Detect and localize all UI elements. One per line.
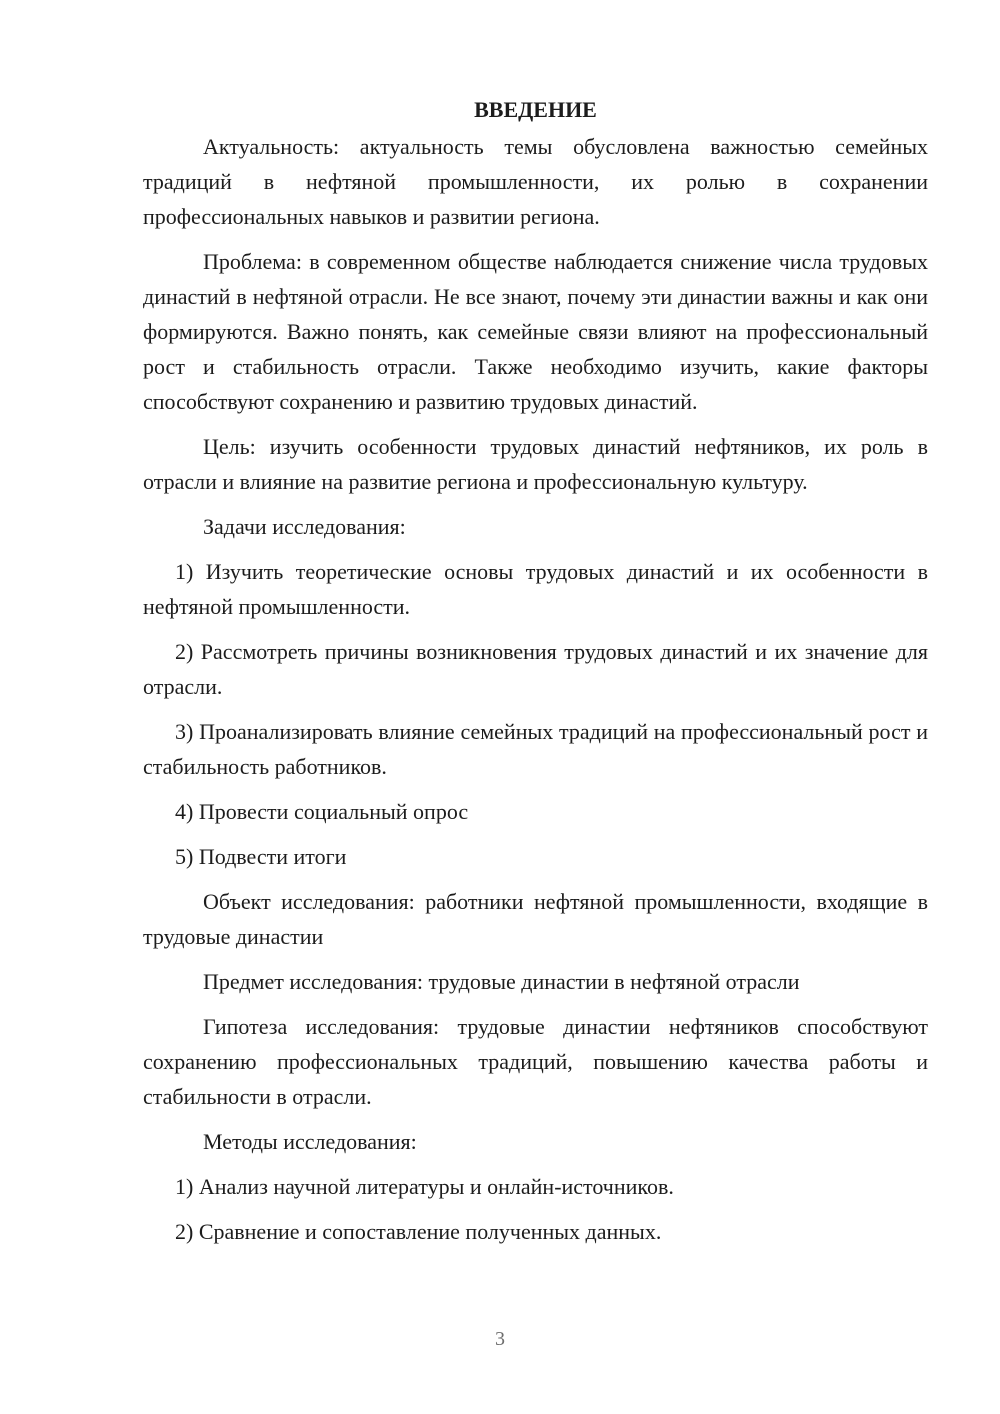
relevance-paragraph: Актуальность: актуальность темы обусловлена важностью семейных традиций в нефтяной промышленности, их ролью в сохранении профессиональных навыков и развитии региона.	[143, 134, 928, 229]
hypothesis-paragraph: Гипотеза исследования: трудовые династии нефтяников способствуют сохранению профессиональных традиций, повышению качества работы и стабильности в отрасли.	[143, 1014, 928, 1109]
task-item-4: 4) Провести социальный опрос	[175, 799, 469, 824]
task-item-5: 5) Подвести итоги	[175, 844, 347, 869]
task-item-3: 3) Проанализировать влияние семейных традиций на профессиональный рост и стабильность работников.	[143, 719, 928, 779]
document-page	[143, 92, 928, 1259]
goal-paragraph: Цель: изучить особенности трудовых династий нефтяников, их роль в отрасли и влияние на развитие региона и профессиональную культуру.	[143, 434, 928, 494]
object-paragraph: Объект исследования: работники нефтяной промышленности, входящие в трудовые династии	[143, 889, 928, 949]
section-title: ВВЕДЕНИЕ	[474, 97, 597, 122]
method-item-1: 1) Анализ научной литературы и онлайн-источников.	[175, 1174, 674, 1199]
task-item-2: 2) Рассмотреть причины возникновения трудовых династий и их значение для отрасли.	[143, 639, 928, 699]
method-item-2: 2) Сравнение и сопоставление полученных данных.	[175, 1219, 662, 1244]
subject-paragraph: Предмет исследования: трудовые династии в нефтяной отрасли	[203, 969, 800, 994]
page-number: 3	[495, 1328, 505, 1350]
tasks-heading: Задачи исследования:	[203, 514, 406, 539]
problem-paragraph: Проблема: в современном обществе наблюдается снижение числа трудовых династий в нефтяной отрасли. Не все знают, почему эти династии важны и как они формируются. Важно понять, как семейные связи влияют на профессиональный рост и стабильность отрасли. Также необходимо изучить, какие факторы способствуют сохранению и развитию трудовых династий.	[143, 249, 928, 414]
methods-heading: Методы исследования:	[203, 1129, 417, 1154]
task-item-1: 1) Изучить теоретические основы трудовых династий и их особенности в нефтяной промышленности.	[143, 559, 928, 619]
